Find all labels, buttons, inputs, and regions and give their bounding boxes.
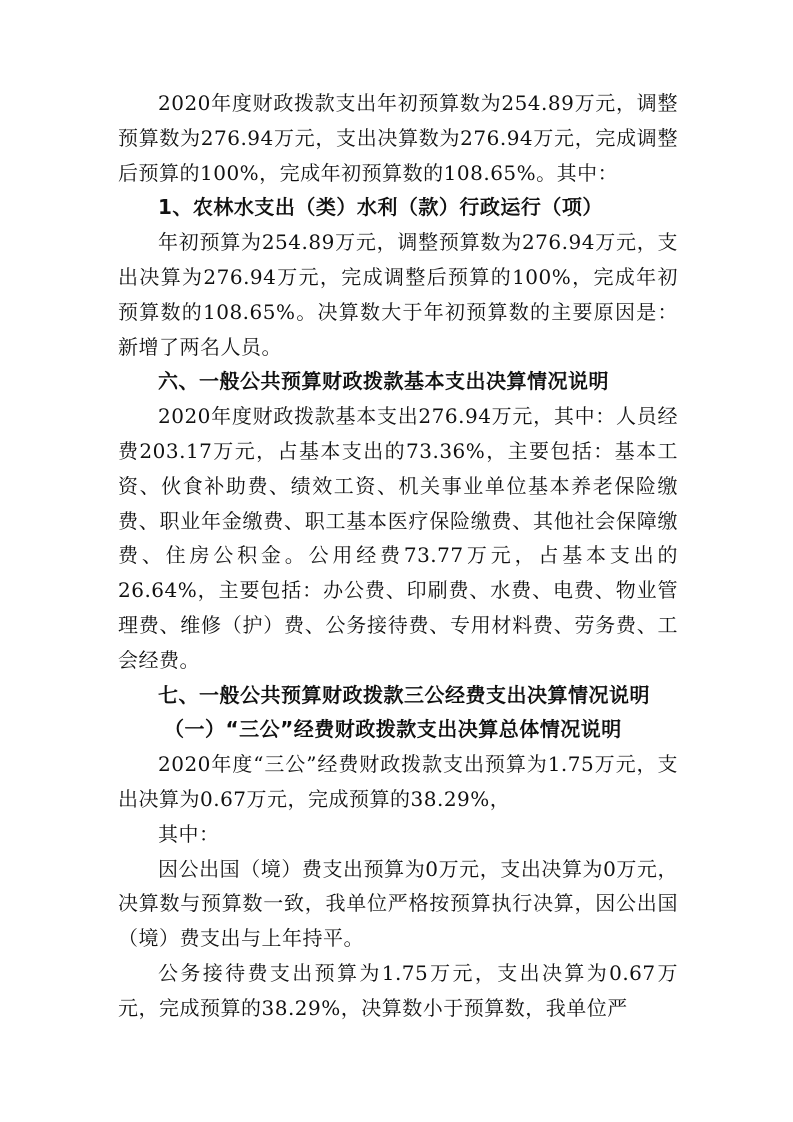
paragraph-agriculture-detail: 年初预算为254.89万元，调整预算数为276.94万元，支出决算为276.94万元，完成调整后预算的100%，完成年初预算数的108.65%。决算数大于年初预算数的主要原因是：新增了两名人员。	[118, 230, 678, 359]
paragraph-reception-expense: 公务接待费支出预算为1.75万元，支出决算为0.67万元，完成预算的38.29%，决算数小于预算数，我单位严	[118, 960, 678, 1020]
paragraph-three-public-budget: 2020年度“三公”经费财政拨款支出预算为1.75万元，支出决算为0.67万元，完成预算的38.29%，	[118, 752, 678, 811]
heading-section-six: 六、一般公共预算财政拨款基本支出决算情况说明	[158, 369, 609, 394]
paragraph-among-them: 其中：	[158, 821, 220, 846]
paragraph-overseas-travel: 因公出国（境）费支出预算为0万元，支出决算为0万元，决算数与预算数一致，我单位严格按预算执行决算，因公出国（境）费支出与上年持平。	[118, 856, 678, 951]
paragraph-basic-expense: 2020年度财政拨款基本支出276.94万元，其中：人员经费203.17万元，占基本支出的73.36%，主要包括：基本工资、伙食补助费、绩效工资、机关事业单位基本养老保险缴费、职业年金缴费、职工基本医疗保险缴费、其他社会保障缴费、住房公积金。公用经费73.77万元，占基本支出的26.64%，主要包括：办公费、印刷费、水费、电费、物业管理费、维修（护）费、公务接待费、专用材料费、劳务费、工会经费。	[118, 404, 678, 672]
heading-agriculture-expense: 1、农林水支出（类）水利（款）行政运行（项）	[158, 195, 603, 220]
heading-section-seven: 七、一般公共预算财政拨款三公经费支出决算情况说明	[158, 682, 650, 707]
paragraph-budget-summary: 2020年度财政拨款支出年初预算数为254.89万元，调整预算数为276.94万元，支出决算数为276.94万元，完成调整后预算的100%，完成年初预算数的108.65%。其中：	[118, 91, 678, 185]
heading-three-public-overview: （一）“三公”经费财政拨款支出决算总体情况说明	[164, 717, 622, 742]
document-body	[118, 86, 678, 1026]
